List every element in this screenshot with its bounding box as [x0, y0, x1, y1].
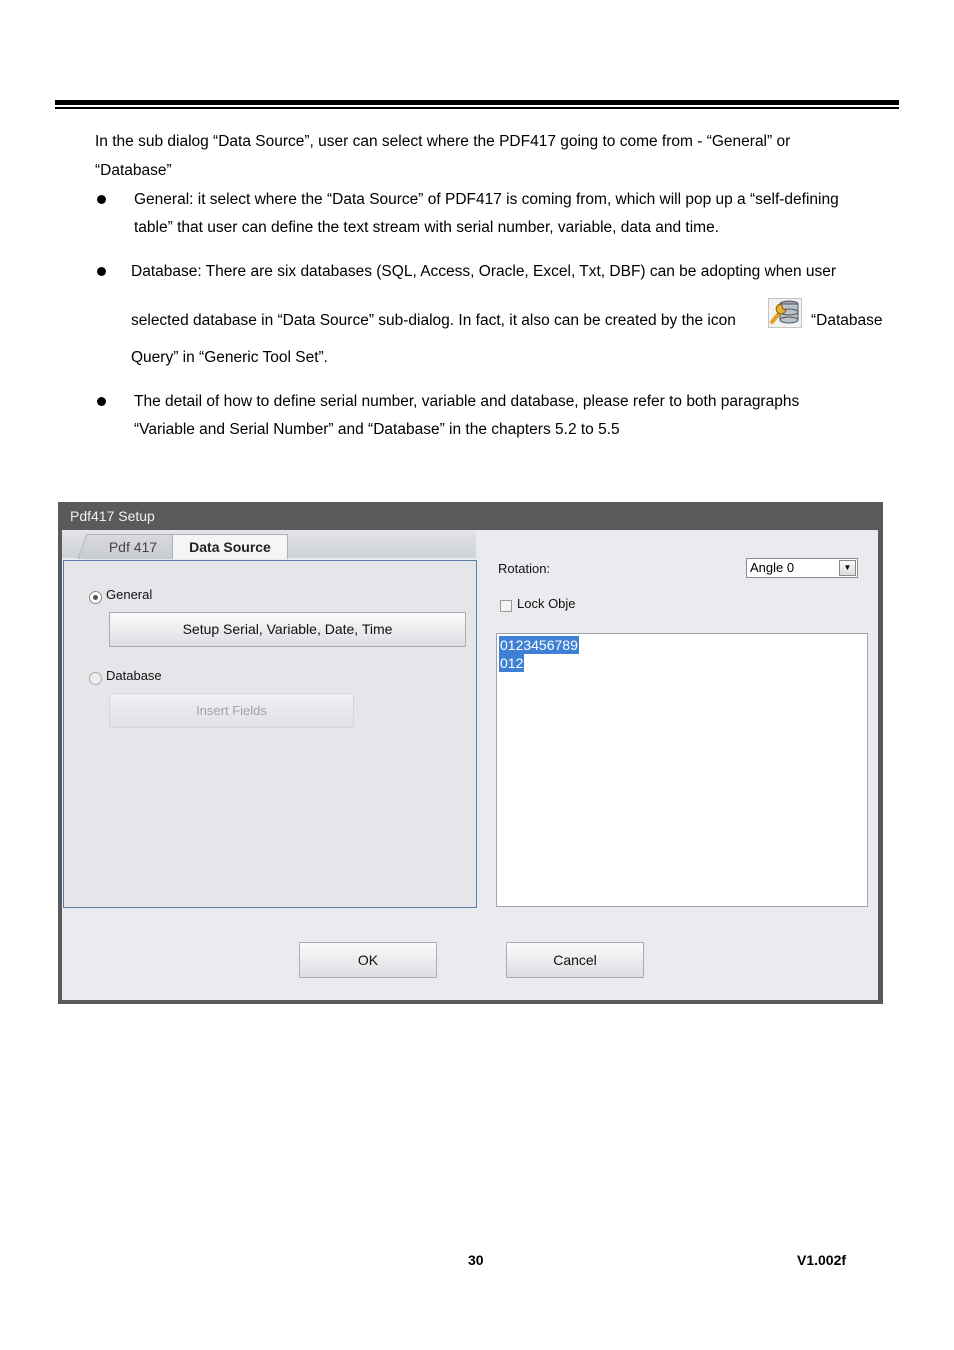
- insert-fields-button[interactable]: Insert Fields: [109, 693, 354, 728]
- version-label: V1.002f: [797, 1252, 847, 1268]
- setup-serial-button[interactable]: Setup Serial, Variable, Date, Time: [109, 612, 466, 647]
- lock-object-label: Lock Obje: [517, 596, 576, 611]
- bullet-dot: [97, 397, 106, 406]
- ok-button[interactable]: OK: [299, 942, 437, 978]
- cancel-button[interactable]: Cancel: [506, 942, 644, 978]
- rotation-label: Rotation:: [498, 561, 551, 576]
- text-line: 012: [500, 655, 524, 671]
- database-label: Database: [106, 668, 162, 683]
- intro-line-2: “Database”: [95, 162, 172, 179]
- pdf417-setup-dialog: [58, 502, 883, 1004]
- lock-object-checkbox[interactable]: [500, 600, 512, 612]
- bullet3-line-1: The detail of how to define serial number, variable and database, please refer to both paragraphs: [134, 393, 800, 410]
- database-query-wrench-icon: [768, 298, 802, 328]
- chevron-down-icon[interactable]: ▼: [839, 560, 856, 576]
- text-line: 0123456789: [500, 637, 578, 653]
- rotation-select[interactable]: [746, 558, 858, 578]
- header-rule-thin: [55, 107, 899, 109]
- bullet2-line-2-tail: “Database: [811, 312, 883, 329]
- bullet1-line-1: General: it select where the “Data Source” of PDF417 is coming from, which will pop up a “self-defining: [134, 191, 839, 208]
- data-text-area[interactable]: [496, 633, 868, 907]
- tab-data-source[interactable]: Data Source: [172, 534, 288, 559]
- tab-pdf417-label: Pdf 417: [108, 539, 157, 555]
- bullet3-line-2: “Variable and Serial Number” and “Database” in the chapters 5.2 to 5.5: [134, 421, 620, 438]
- header-rule-thick: [55, 100, 899, 105]
- page-number: 30: [468, 1252, 484, 1268]
- bullet2-line-2: selected database in “Data Source” sub-dialog. In fact, it also can be created by the icon: [131, 312, 736, 329]
- bullet2-line-1: Database: There are six databases (SQL, Access, Oracle, Excel, Txt, DBF) can be adopting when user: [131, 263, 837, 280]
- dialog-title: Pdf417 Setup: [70, 508, 155, 524]
- bullet2-line-3: Query” in “Generic Tool Set”.: [131, 349, 328, 366]
- general-radio[interactable]: [89, 591, 102, 604]
- dialog-body: [62, 530, 878, 1000]
- intro-line-1: In the sub dialog “Data Source”, user can select where the PDF417 going to come from - “General” or: [95, 133, 791, 150]
- general-label: General: [106, 587, 153, 602]
- tab-strip: [62, 530, 476, 558]
- bullet1-line-2: table” that user can define the text stream with serial number, variable, data and time.: [134, 219, 720, 236]
- database-radio[interactable]: [89, 672, 102, 685]
- rotation-value: Angle 0: [750, 560, 795, 575]
- bullet-dot: [97, 195, 106, 204]
- data-source-panel: [63, 560, 477, 908]
- bullet-dot: [97, 267, 106, 276]
